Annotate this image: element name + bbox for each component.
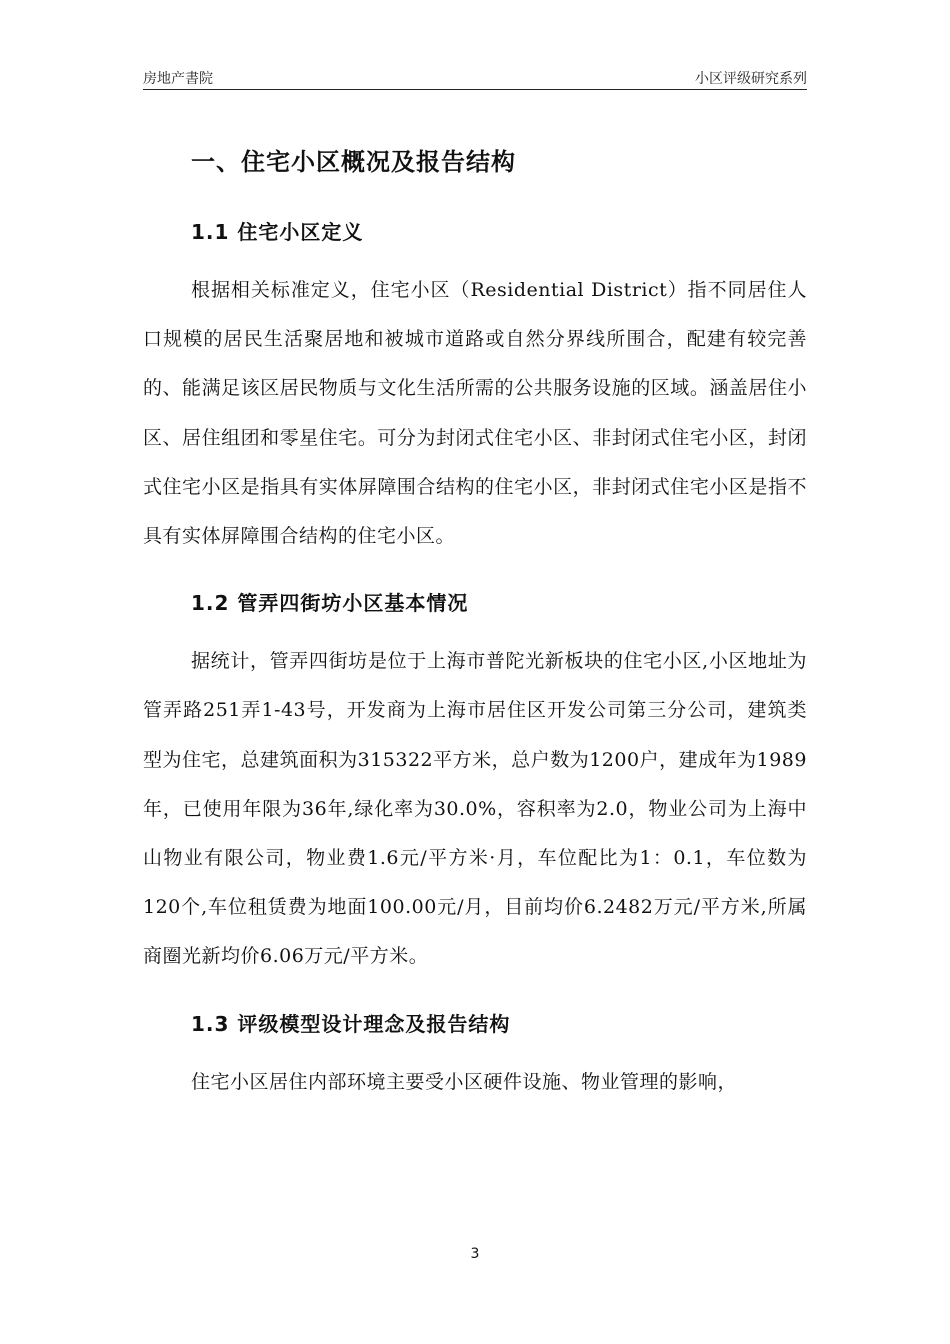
section-heading-1-2: 1.2 管弄四街坊小区基本情况 xyxy=(191,591,469,616)
header-left-text: 房地产書院 xyxy=(143,71,213,87)
page-number: 3 xyxy=(470,1246,480,1262)
section-heading-1-1: 1.1 住宅小区定义 xyxy=(191,220,364,244)
page-content xyxy=(143,140,807,1129)
section-paragraph-1-2: 据统计，管弄四街坊是位于上海市普陀光新板块的住宅小区,小区地址为管弄路251弄1-43号，开发商为上海市居住区开发公司第三分公司，建筑类型为住宅，总建筑面积为315322平方米，总户数为1200户，建成年为1989年，已使用年限为36年,绿化率为30.0%，容积率为2.0，物业公司为上海中山物业有限公司，物业费1.6元/平方米·月，车位配比为1：0.1，车位数为120个,车位租赁费为地面100.00元/月，目前均价6.2482万元/平方米,所属商圈光新均价6.06万元/平方米。 xyxy=(143,650,807,968)
section-paragraph-1-3: 住宅小区居住内部环境主要受小区硬件设施、物业管理的影响， xyxy=(191,1070,738,1093)
page-header xyxy=(143,66,807,90)
section-heading-1-3: 1.3 评级模型设计理念及报告结构 xyxy=(191,1011,511,1036)
header-right-text: 小区评级研究系列 xyxy=(695,71,807,87)
section-paragraph-1-1: 根据相关标准定义，住宅小区（Residential District）指不同居住人口规模的居民生活聚居地和被城市道路或自然分界线所围合，配建有较完善的、能满足该区居民物质与文化生活所需的公共服务设施的区域。涵盖居住小区、居住组团和零星住宅。可分为封闭式住宅小区、非封闭式住宅小区，封闭式住宅小区是指具有实体屏障围合结构的住宅小区，非封闭式住宅小区是指不具有实体屏障围合结构的住宅小区。 xyxy=(143,279,807,548)
chapter-title: 一、住宅小区概况及报告结构 xyxy=(191,148,516,176)
